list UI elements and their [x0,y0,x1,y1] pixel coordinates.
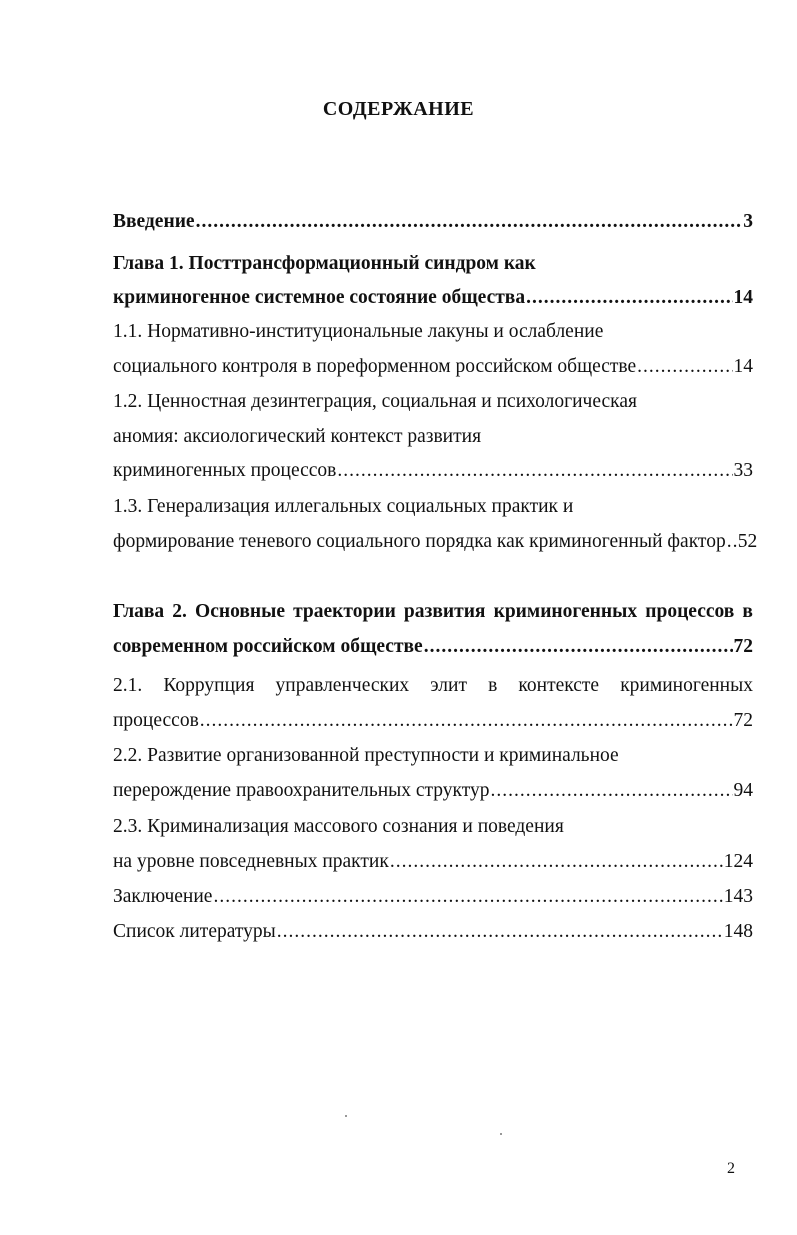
toc-entry-intro [113,208,753,236]
toc-entry-conclusion [113,883,753,911]
toc-section-2-1-title [113,672,753,700]
toc-entry-references [113,918,753,946]
toc-entry-label: перерождение правоохранительных структур [113,780,490,801]
toc-chapter1-title: Глава 1. Посттрансформационный синдром как [113,253,536,274]
toc-entry-chapter1 [113,284,753,312]
toc-page-number: 3 [743,211,753,232]
word: в [488,675,498,696]
word: траектории [293,601,396,622]
toc-leader-dots [637,353,732,381]
toc-entry-label: современном российском обществе [113,636,423,657]
word: 2.1. [113,675,143,696]
toc-entry-label: криминогенное системное состояние общества [113,287,526,308]
word: процессов [645,601,735,622]
toc-entry-label: формирование теневого социального порядка как криминогенный фактор [113,531,726,552]
toc-section-1-1-title: 1.1. Нормативно-институциональные лакуны и ослабление [113,321,604,342]
page-number: 2 [727,1160,735,1177]
toc-leader-dots [213,883,722,911]
toc-entry-label: социального контроля в пореформенном российском обществе [113,356,637,377]
toc-page-number: 148 [723,921,753,942]
toc-section-1-3-title: 1.3. Генерализация иллегальных социальных практик и [113,496,574,517]
page-title: СОДЕРЖАНИЕ [322,98,475,120]
scan-speck [500,1133,502,1135]
toc-page-number: 94 [733,780,753,801]
toc-entry-chapter2 [113,633,753,661]
toc-entry-label: Заключение [113,886,213,907]
toc-entry-section-2-2 [113,777,753,805]
toc-chapter2-title [113,598,753,626]
toc-entry-section-2-3 [113,848,753,876]
toc-entry-label: Список литературы [113,921,276,942]
toc-leader-dots [526,284,732,312]
toc-page-number: 33 [733,460,753,481]
word: 2. [172,601,187,622]
toc-page-number: 14 [733,356,753,377]
toc-leader-dots [337,457,732,485]
toc-entry-section-1-2 [113,457,753,485]
toc-page-number: 143 [723,886,753,907]
word: Коррупция [163,675,255,696]
word: Глава [113,601,165,622]
word: в [742,601,753,622]
word: Основные [195,601,285,622]
toc-entry-section-1-1 [113,353,753,381]
toc-entry-section-1-3 [113,528,758,556]
toc-entry-section-2-1 [113,707,753,735]
toc-page-number: 52 [737,531,758,552]
toc-entry-label: на уровне повседневных практик [113,851,389,872]
toc-leader-dots [277,918,723,946]
toc-entry-label: криминогенных процессов [113,460,337,481]
toc-section-1-2-title: 1.2. Ценностная дезинтеграция, социальная и психологическая [113,391,637,412]
toc-page-number: 124 [723,851,753,872]
toc-leader-dots [196,208,743,236]
toc-entry-label: Введение [113,211,195,232]
word: управленческих [275,675,410,696]
toc-leader-dots [424,633,733,661]
word: криминогенных [493,601,638,622]
toc-leader-dots [390,848,723,876]
toc-leader-dots [727,528,737,556]
toc-section-2-2-title: 2.2. Развитие организованной преступности и криминальное [113,745,619,766]
toc-leader-dots [200,707,733,735]
toc-leader-dots [491,777,733,805]
word: развития [403,601,486,622]
word: элит [430,675,467,696]
toc-section-2-3-title: 2.3. Криминализация массового сознания и поведения [113,816,564,837]
word: криминогенных [620,675,753,696]
toc-section-1-2-line2: аномия: аксиологический контекст развития [113,426,482,447]
toc-entry-label: процессов [113,710,199,731]
word: контексте [518,675,600,696]
toc-page-number: 72 [733,710,753,731]
scan-speck [345,1115,347,1117]
toc-page-number: 14 [733,287,753,308]
toc-page-number: 72 [733,636,753,657]
